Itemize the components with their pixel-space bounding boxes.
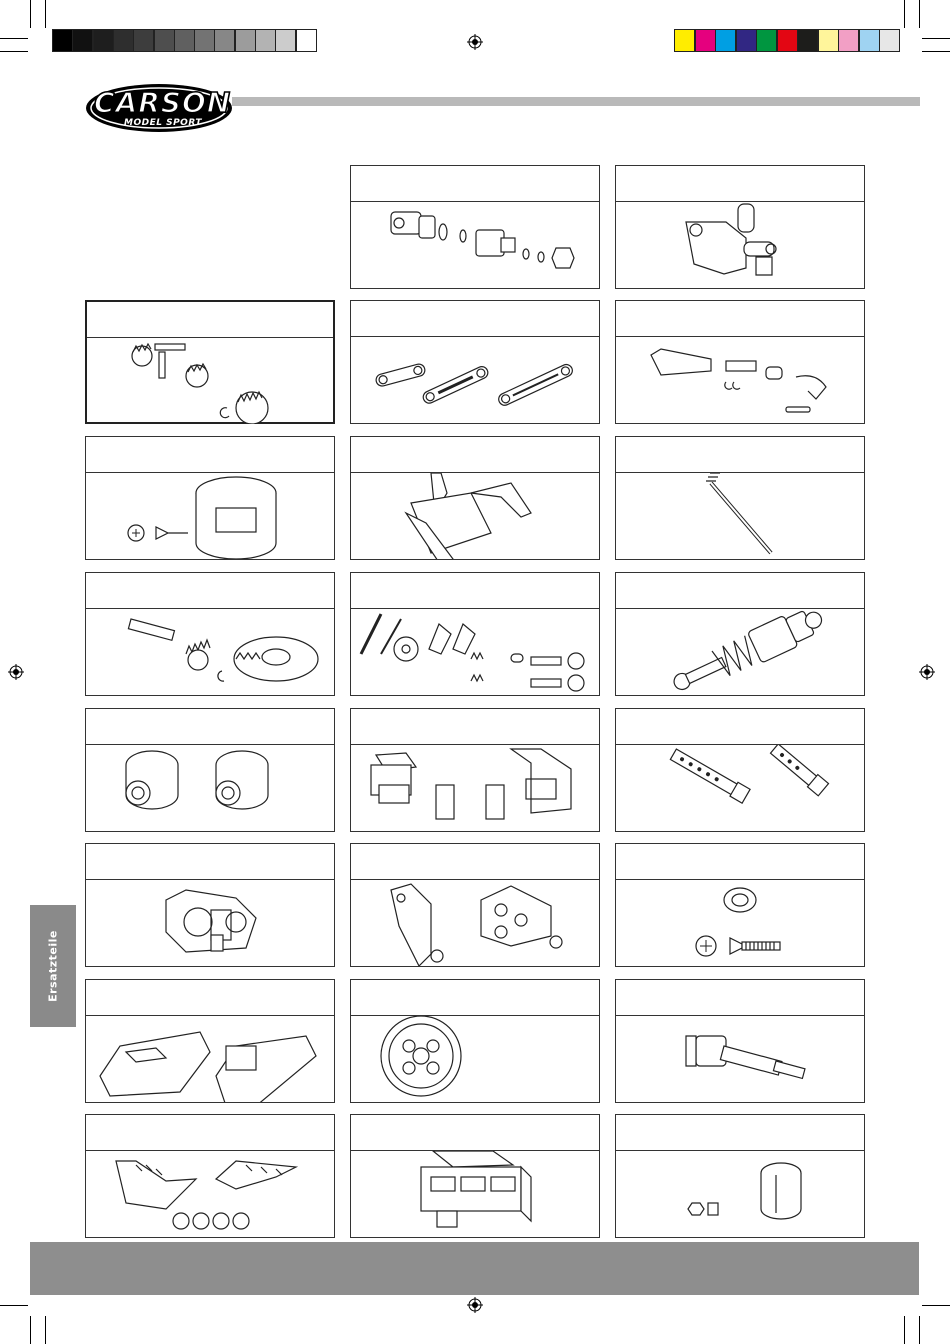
crop-mark [45,1316,46,1344]
crop-mark [904,1316,905,1344]
part-cell-antenna-rod [615,436,865,560]
crop-mark [904,0,905,28]
gray-swatch [133,29,154,52]
gray-swatch [235,29,256,52]
color-swatch [695,29,716,52]
fuel-line-icon [616,337,864,423]
crop-mark [919,0,920,28]
bearing-screw-icon [616,880,864,966]
radio-box-icon [351,1151,599,1237]
body-post-icon [616,745,864,831]
registration-mark-icon [467,34,483,50]
part-cell-engine-mount [350,843,600,967]
crop-mark [45,0,46,28]
spur-gear-icon [351,1016,599,1102]
antenna-icon [616,473,864,559]
color-swatch [818,29,839,52]
bumper-icon [86,1016,334,1102]
part-cell-header [616,980,864,1016]
part-cell-header [351,166,599,202]
crop-mark [922,1305,950,1306]
crop-mark [922,38,950,39]
section-tab-label: Ersatzteile [46,930,60,1002]
turnbuckle-icon [351,337,599,423]
color-swatch [715,29,736,52]
crop-mark [0,51,28,52]
color-swatch [838,29,859,52]
registration-mark-icon [8,664,24,680]
part-cell-outdrive-sleeve [615,1114,865,1238]
part-cell-brake-parts [350,572,600,696]
part-cell-gearbox [85,843,335,967]
part-cell-header [86,437,334,473]
gray-swatch [214,29,235,52]
part-cell-header [616,1115,864,1151]
carson-logo [84,82,234,134]
part-cell-turnbuckles [350,300,600,424]
engine-mount-icon [351,880,599,966]
servo-mount-icon [351,745,599,831]
part-cell-header [616,437,864,473]
gray-swatch [93,29,114,52]
part-cell-header [351,844,599,880]
shock-absorber-icon [616,609,864,695]
gray-swatch [194,29,215,52]
crop-mark [919,1316,920,1344]
part-cell-header [351,573,599,609]
section-tab [30,905,76,1027]
part-cell-header [86,573,334,609]
logo-tagline: MODEL SPORT [124,118,202,128]
part-cell-bumper [85,979,335,1103]
gray-swatch [113,29,134,52]
gray-swatch [255,29,276,52]
part-cell-header [616,301,864,337]
part-cell-header [86,1115,334,1151]
knuckle-icon [616,202,864,288]
color-swatch [879,29,900,52]
shock-parts-icon [351,202,599,288]
servo-saver-icon [351,473,599,559]
part-cell-header [351,1115,599,1151]
part-cell-header [616,573,864,609]
part-cell-header [351,709,599,745]
part-cell-fuel-line-parts [615,300,865,424]
registration-mark-icon [467,1297,483,1313]
part-cell-bearing-screw [615,843,865,967]
part-cell-bushings [85,708,335,832]
part-cell-drive-cup [615,979,865,1103]
part-cell-header [351,301,599,337]
gray-swatch [296,29,317,52]
part-cell-body-posts [615,708,865,832]
part-cell-header [87,302,333,338]
crop-mark [0,38,28,39]
crop-mark [30,1316,31,1344]
footer-bar [30,1242,919,1295]
color-swatch [859,29,880,52]
part-cell-radio-box [350,1114,600,1238]
color-swatch [674,29,695,52]
part-cell-ring-pinion [85,572,335,696]
header-rule [232,97,920,106]
part-cell-shock-absorber [615,572,865,696]
crop-mark [922,51,950,52]
part-cell-spur-gear [350,979,600,1103]
gray-swatch [275,29,296,52]
color-swatch [736,29,757,52]
color-swatch [777,29,798,52]
drive-cup-icon [616,1016,864,1102]
gearbox-icon [86,880,334,966]
part-cell-suspension-arms [85,1114,335,1238]
gray-swatch [154,29,175,52]
part-cell-servo-saver [350,436,600,560]
part-cell-header [351,980,599,1016]
gray-swatch [72,29,93,52]
color-swatch [756,29,777,52]
bushing-icon [86,745,334,831]
part-cell-header [616,166,864,202]
part-cell-diff-gears [85,300,335,424]
logo-wordmark: CARSON [94,86,232,119]
gray-swatch [174,29,195,52]
part-cell-clutch-bell [85,436,335,560]
part-cell-header [86,980,334,1016]
brake-parts-icon [351,609,599,695]
diff-gear-icon [87,338,335,424]
color-swatch [797,29,818,52]
part-cell-steering-knuckle [615,165,865,289]
sleeve-icon [616,1151,864,1237]
crop-mark [0,1305,28,1306]
part-cell-header [616,844,864,880]
ring-pinion-icon [86,609,334,695]
crop-mark [30,0,31,28]
part-cell-header [351,437,599,473]
part-cell-header [86,844,334,880]
suspension-arm-icon [86,1151,334,1237]
part-cell-servo-mounts [350,708,600,832]
part-cell-shock-body-set [350,165,600,289]
gray-swatch [52,29,73,52]
clutch-bell-icon [86,473,334,559]
part-cell-header [616,709,864,745]
part-cell-header [86,709,334,745]
registration-mark-icon [919,664,935,680]
